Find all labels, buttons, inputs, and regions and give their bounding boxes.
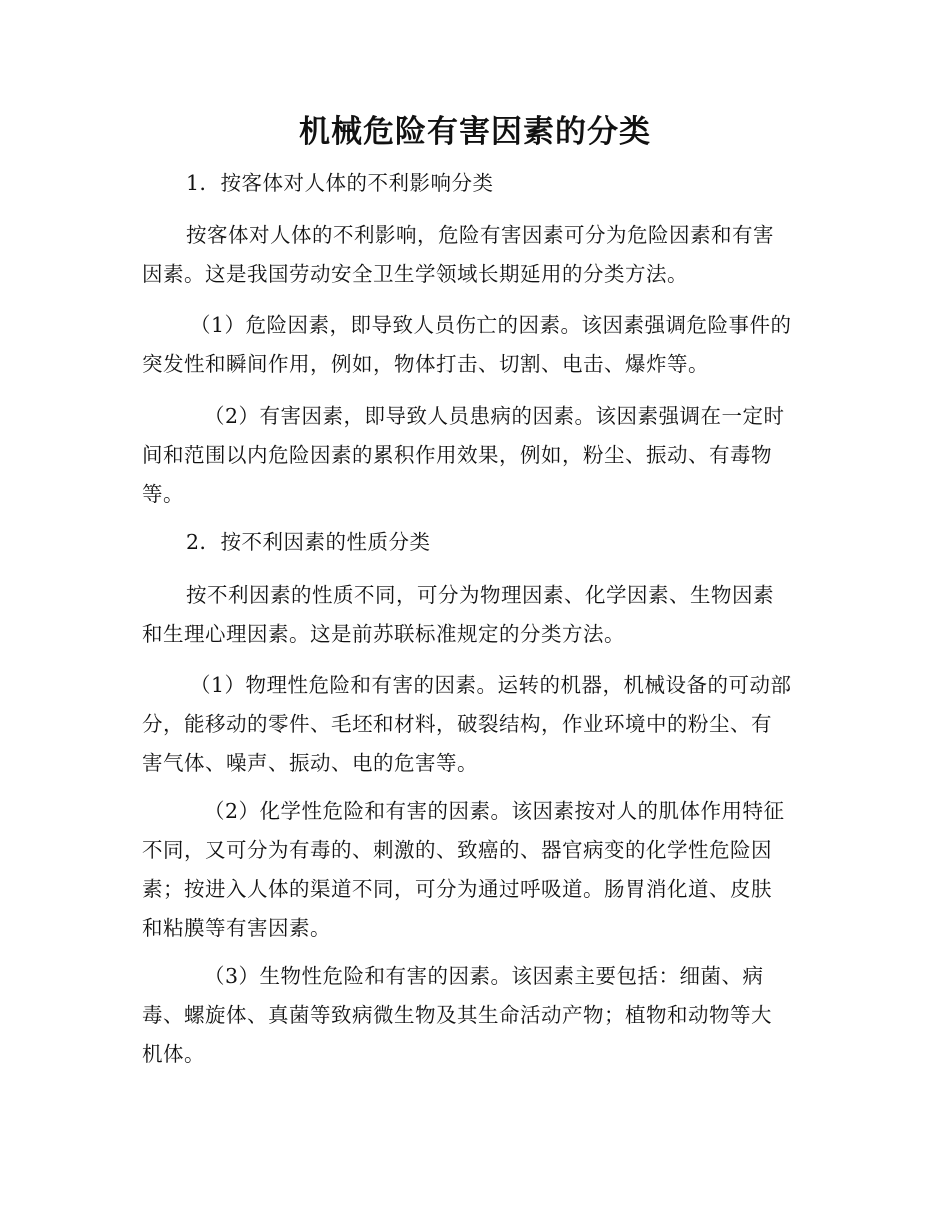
paragraph-line: 机体。 — [142, 1042, 205, 1066]
paragraph-line: 害气体、噪声、振动、电的危害等。 — [142, 751, 478, 775]
section-heading-2 — [142, 523, 807, 562]
paragraph-harmful-factor — [142, 397, 807, 514]
paragraph-line: 和生理心理因素。这是前苏联标准规定的分类方法。 — [142, 622, 625, 646]
paragraph-line: （2）化学性危险和有害的因素。该因素按对人的肌体作用特征 — [204, 799, 785, 823]
paragraph-line: 因素。这是我国劳动安全卫生学领域长期延用的分类方法。 — [142, 262, 688, 286]
paragraph-line: 1．按客体对人体的不利影响分类 — [186, 171, 494, 195]
paragraph-physical-factor — [142, 666, 807, 783]
paragraph-line: 不同，又可分为有毒的、刺激的、致癌的、器官病变的化学性危险因 — [142, 838, 772, 862]
paragraph-line: 分，能移动的零件、毛坯和材料，破裂结构，作业环境中的粉尘、有 — [142, 712, 772, 736]
section-heading-1 — [142, 164, 807, 203]
paragraph-line: （1）危险因素，即导致人员伤亡的因素。该因素强调危险事件的 — [190, 313, 792, 337]
paragraph-line: （2）有害因素，即导致人员患病的因素。该因素强调在一定时 — [204, 404, 785, 428]
paragraph-danger-factor — [142, 306, 807, 384]
paragraph-line: 突发性和瞬间作用，例如，物体打击、切割、电击、爆炸等。 — [142, 352, 709, 376]
paragraph-line: 按客体对人体的不利影响，危险有害因素可分为危险因素和有害 — [186, 223, 774, 247]
paragraph-line: （3）生物性危险和有害的因素。该因素主要包括：细菌、病 — [204, 964, 764, 988]
paragraph-line: 间和范围以内危险因素的累积作用效果，例如，粉尘、振动、有毒物 — [142, 443, 772, 467]
paragraph-intro-1 — [142, 216, 807, 294]
paragraph-line: 等。 — [142, 482, 184, 506]
paragraph-line: 和粘膜等有害因素。 — [142, 916, 331, 940]
paragraph-biological-factor — [142, 957, 807, 1074]
paragraph-chemical-factor — [142, 792, 807, 948]
paragraph-line: 毒、螺旋体、真菌等致病微生物及其生命活动产物；植物和动物等大 — [142, 1003, 772, 1027]
paragraph-line: 2．按不利因素的性质分类 — [186, 530, 431, 554]
paragraph-line: （1）物理性危险和有害的因素。运转的机器，机械设备的可动部 — [190, 673, 792, 697]
paragraph-line: 按不利因素的性质不同，可分为物理因素、化学因素、生物因素 — [186, 583, 774, 607]
paragraph-intro-2 — [142, 576, 807, 654]
paragraph-line: 素；按进入人体的渠道不同，可分为通过呼吸道。肠胃消化道、皮肤 — [142, 877, 772, 901]
page-title: 机械危险有害因素的分类 — [299, 114, 651, 150]
